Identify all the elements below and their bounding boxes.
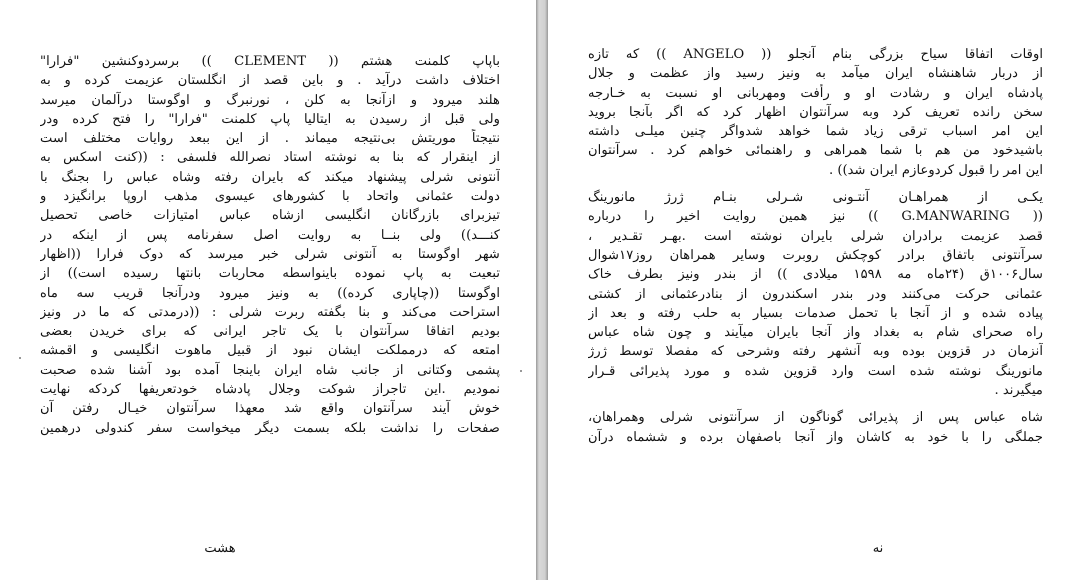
text-line: پیاده شده و از آنجا با تحمل صدمات بسیار به حلب رفته و بعد از: [588, 305, 1043, 321]
text-line: اختلاف داشت درآید . و باین قصد از انگلستان عزیمت کرده و به: [40, 73, 500, 89]
text-line: مانورینگ نوشته شده است وارد قزوین شده و مورد پذیرائی قـرار: [588, 363, 1043, 379]
left-page-text: [40, 52, 500, 438]
right-page-text: [588, 45, 1043, 447]
page-number: نه: [872, 541, 884, 556]
right-page: [548, 0, 1086, 580]
text-line: باشیدخود من هم با شما همراهی و راهنمائی خواهم کرد . سرآنتوان: [588, 143, 1043, 159]
text-line: شهر اوگوستا به آنتونی شرلی خبر میرسد که دوک فرارا ((اظهار: [40, 246, 500, 262]
text-line: سال۱۰۰۶ق (۲۴ماه مه ۱۵۹۸ میلادی )) از بندر ونیز بطرف خاک: [588, 267, 1043, 283]
page-number: هشت: [204, 541, 236, 556]
text-line: قصد عزیمت برادران شرلی بایران نوشته است .بهـر تقـدیر ،: [588, 228, 1043, 244]
text-line: راه صحرای شام به بغداد واز آنجا بایران میآیند و چون شاه عباس: [588, 325, 1043, 341]
text-line: سخن رانده تعریف کرد وبه سرآنتوان اظهار کرد که اگر بآنجا بروید: [588, 104, 1043, 120]
text-line: هلند میرود و ازآنجا به کلن ، نورنبرگ و اوگوستا درآلمان میرسد: [40, 92, 500, 108]
left-page: [0, 0, 536, 580]
text-line: جملگی را با خود به کاشان واز آنجا باصفهان برده و ششماه درآن: [588, 429, 1043, 445]
text-line: نتیجتاً موریتش بی‌نتیجه میماند . از این ببعد روایات مختلف است: [40, 131, 500, 147]
text-line: تیزبرای بازرگانان انگلیسی ازشاه عباس امتیازات خاصی تحصیل: [40, 208, 500, 224]
text-line: سرآنتونی باتفاق برادر کوچکش روبرت وسایر همراهان روز۱۷شوال: [588, 247, 1043, 263]
text-line: ولی قبل از رسیدن به ایتالیا پاپ کلمنت "فرارا" را فتح کرده ودر: [40, 111, 500, 127]
text-line: اوقات اتفاقا سیاح بزرگی بنام آنجلو (( ANGELO )) که تازه: [588, 47, 1043, 62]
scan-speck: [520, 370, 522, 372]
text-line: شاه عباس پس از پذیرائی گوناگون از سرآنتونی شرلی وهمراهان،: [588, 410, 1043, 426]
text-line: آنتونی شرلی پیشنهاد میکند که بایران رفته وشاه عباس را بجنگ با: [40, 169, 500, 185]
text-line: یکـی از همراهـان آنتـونی شـرلی بنـام ژرژ مانورینگ: [588, 190, 1043, 206]
text-line: امتعه که درمملکت ایشان نبود از قبیل ماهوت انگلیسی و اقمشه: [40, 343, 500, 359]
book-gutter: [536, 0, 548, 580]
scan-speck: [19, 357, 21, 359]
text-line: باپاپ کلمنت هشتم (( CLEMENT )) برسردوکنشین "فرارا": [40, 54, 500, 69]
text-line: (( G.MANWARING )) نیز همین روایت اخیر را درباره: [588, 209, 1043, 225]
text-line: استراحت می‌کند و بنا بگفته ربرت شرلی : ((درمدتی که ما در ونیز: [40, 304, 500, 320]
text-line: اوگوستا ((چاپاری کرده)) به ونیز میرود ودرآنجا قریب سه ماه: [40, 285, 500, 301]
text-line: میگیرند .: [994, 383, 1043, 399]
text-line: خوش آیند سرآنتوان واقع شد معهذا سرآنتوان خیـال رفتن آن: [40, 401, 500, 417]
text-line: نمودیم .این تاجراز شوکت وجلال پادشاه خودتعریفها کردکه نهایت: [40, 382, 500, 398]
text-line: تبعیت به پاپ نموده باینواسطه محاربات بانتها رسیده است)) از: [40, 266, 500, 282]
text-line: عثمانی حرکت می‌کنند ودر بندر اسکندرون از بنادرعثمانی از کشتی: [588, 286, 1043, 302]
text-line: این امر را قبول کردوعازم ایران شد)) .: [828, 162, 1043, 178]
text-line: پادشاه ایران و رشادت او و رأفت ومهربانی او نسبت به خـارجه: [588, 85, 1043, 101]
text-line: بودیم اتفاقا سرآنتوان با یک تاجر ایرانی که برای خریدن بعضی: [40, 324, 500, 340]
text-line: از اینقرار که بنا به نوشته استاد نصرالله فلسفی : ((کنت اسکس به: [40, 150, 500, 166]
text-line: پشمی وکتانی از جانب شاه ایران باینجا آمده بود آشنا شده صحبت: [40, 362, 500, 378]
text-line: آنزمان در قزوین بوده وبه آنشهر رفته وشرحی که مفصلا توسط ژرژ: [588, 344, 1043, 360]
text-line: این امر اسباب ترقی زیاد شما خواهد شدواگر چنین میلـی داشته: [588, 124, 1043, 140]
text-line: صفحات را نداشت بلکه بسمت دیگر میخواست سفر کندولی درهمین: [40, 420, 500, 436]
text-line: دولت عثمانی واتحاد با کشورهای عیسوی مذهب اروپا برانگیزد و: [40, 189, 500, 205]
text-line: از دربار شاهنشاه ایران میآمد به ونیز رسید واز عظمت و جلال: [588, 66, 1043, 82]
text-line: کنـــد)) ولی بنــا به روایت اصل سفرنامه پس از اینکه در: [40, 227, 500, 243]
